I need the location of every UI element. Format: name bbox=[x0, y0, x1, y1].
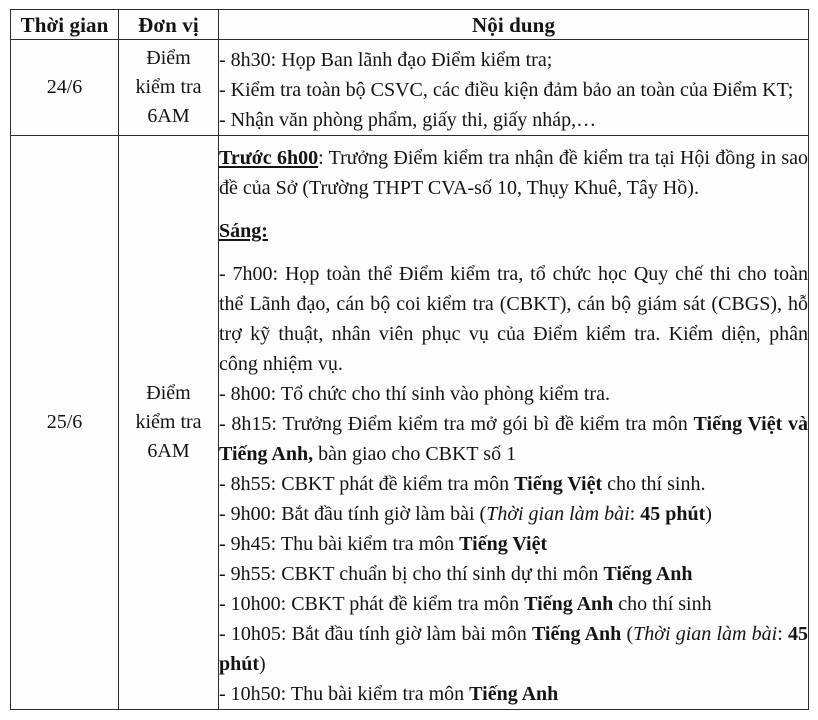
content-item-8h00: - 8h00: Tổ chức cho thí sinh vào phòng kiểm tra. bbox=[219, 383, 610, 405]
text-8h15-before: - 8h15: Trưởng Điểm kiểm tra mở gói bì đề kiểm tra môn bbox=[219, 413, 694, 435]
column-header-content: Nội dung bbox=[219, 10, 809, 40]
table-body bbox=[11, 40, 809, 710]
content-item-8h30: - 8h30: Họp Ban lãnh đạo Điểm kiểm tra; bbox=[219, 49, 553, 71]
text-truoc-6h00-body: : Trưởng Điểm kiểm tra nhận đề kiểm tra tại Hội đồng in sao đề của Sở (Trường THPT CVA-số 10, Thụy Khuê, Tây Hồ). bbox=[219, 147, 808, 199]
content-item-9h00 bbox=[219, 499, 808, 529]
content-item-vpp: - Nhận văn phòng phẩm, giấy thi, giấy nháp,… bbox=[219, 109, 597, 131]
text-10h00-bold: Tiếng Anh bbox=[524, 593, 614, 615]
text-9h00-bold: 45 phút bbox=[640, 503, 706, 525]
text-9h00-after: ) bbox=[705, 503, 712, 525]
text-9h00-mid: : bbox=[629, 503, 641, 525]
text-8h55-after: cho thí sinh. bbox=[602, 473, 706, 495]
table-row bbox=[11, 136, 809, 710]
content-item-8h55 bbox=[219, 469, 808, 499]
cell-unit-24-6 bbox=[119, 40, 219, 136]
content-heading-sang bbox=[219, 216, 808, 246]
cell-unit-25-6 bbox=[119, 136, 219, 710]
table-header-row bbox=[11, 10, 809, 40]
text-8h15-after: bàn giao cho CBKT số 1 bbox=[313, 443, 517, 465]
text-10h00-before: - 10h00: CBKT phát đề kiểm tra môn bbox=[219, 593, 525, 615]
text-10h50-before: - 10h50: Thu bài kiểm tra môn bbox=[219, 683, 470, 705]
text-10h50-bold: Tiếng Anh bbox=[469, 683, 559, 705]
text-10h05-bold: Tiếng Anh bbox=[531, 623, 622, 645]
text-9h00-before: - 9h00: Bắt đầu tính giờ làm bài ( bbox=[219, 503, 487, 525]
content-item-10h05 bbox=[219, 619, 808, 679]
unit-line-3: 6AM bbox=[147, 440, 190, 462]
cell-date-25-6: 25/6 bbox=[11, 136, 119, 710]
schedule-table bbox=[10, 9, 809, 710]
content-item-9h45 bbox=[219, 529, 808, 559]
unit-line-2: kiểm tra bbox=[135, 411, 202, 433]
text-10h00-after: cho thí sinh bbox=[613, 593, 712, 615]
text-10h05-before: - 10h05: Bắt đầu tính giờ làm bài môn bbox=[219, 623, 532, 645]
table-header bbox=[11, 10, 809, 40]
cell-content-24-6 bbox=[219, 40, 809, 136]
label-truoc-6h00: Trước 6h00 bbox=[219, 147, 319, 169]
label-sang: Sáng: bbox=[219, 220, 268, 242]
content-item-10h50 bbox=[219, 679, 808, 709]
cell-date-24-6: 24/6 bbox=[11, 40, 119, 136]
unit-line-3: 6AM bbox=[147, 105, 190, 127]
content-item-truoc-6h00 bbox=[219, 143, 808, 203]
table-row bbox=[11, 40, 809, 136]
text-8h15-bold: Tiếng Việt và Tiếng Anh, bbox=[219, 413, 809, 465]
text-8h55-bold: Tiếng Việt bbox=[514, 473, 603, 495]
text-9h45-bold: Tiếng Việt bbox=[459, 533, 548, 555]
content-item-csvc: - Kiểm tra toàn bộ CSVC, các điều kiện đảm bảo an toàn của Điểm KT; bbox=[219, 79, 794, 101]
content-item-8h15 bbox=[219, 409, 808, 469]
content-item-7h00: - 7h00: Họp toàn thể Điểm kiểm tra, tổ chức học Quy chế thi cho toàn thể Lãnh đạo, cán bộ coi kiểm tra (CBKT), cán bộ giám sát (CBGS), hỗ trợ kỹ thuật, nhân viên phục vụ của Điểm kiểm tra. Kiểm diện, phân công nhiệm vụ. bbox=[219, 263, 808, 375]
text-10h05-mid2: : bbox=[777, 623, 789, 645]
column-header-unit: Đơn vị bbox=[119, 10, 219, 40]
text-9h45-before: - 9h45: Thu bài kiểm tra môn bbox=[219, 533, 460, 555]
text-9h55-before: - 9h55: CBKT chuẩn bị cho thí sinh dự thi môn bbox=[219, 563, 604, 585]
text-9h55-bold: Tiếng Anh bbox=[603, 563, 693, 585]
column-header-time: Thời gian bbox=[11, 10, 119, 40]
text-10h05-italic: Thời gian làm bài bbox=[633, 623, 778, 645]
text-10h05-bold2: 45 phút bbox=[219, 623, 809, 675]
unit-line-1: Điểm bbox=[146, 382, 191, 404]
unit-line-2: kiểm tra bbox=[135, 76, 202, 98]
content-item-10h00 bbox=[219, 589, 808, 619]
text-9h00-italic: Thời gian làm bài bbox=[486, 503, 630, 525]
cell-content-25-6 bbox=[219, 136, 809, 710]
text-10h05-after: ) bbox=[259, 653, 266, 675]
text-8h55-before: - 8h55: CBKT phát đề kiểm tra môn bbox=[219, 473, 515, 495]
unit-line-1: Điểm bbox=[146, 47, 191, 69]
text-10h05-mid: ( bbox=[621, 623, 634, 645]
content-item-9h55 bbox=[219, 559, 808, 589]
